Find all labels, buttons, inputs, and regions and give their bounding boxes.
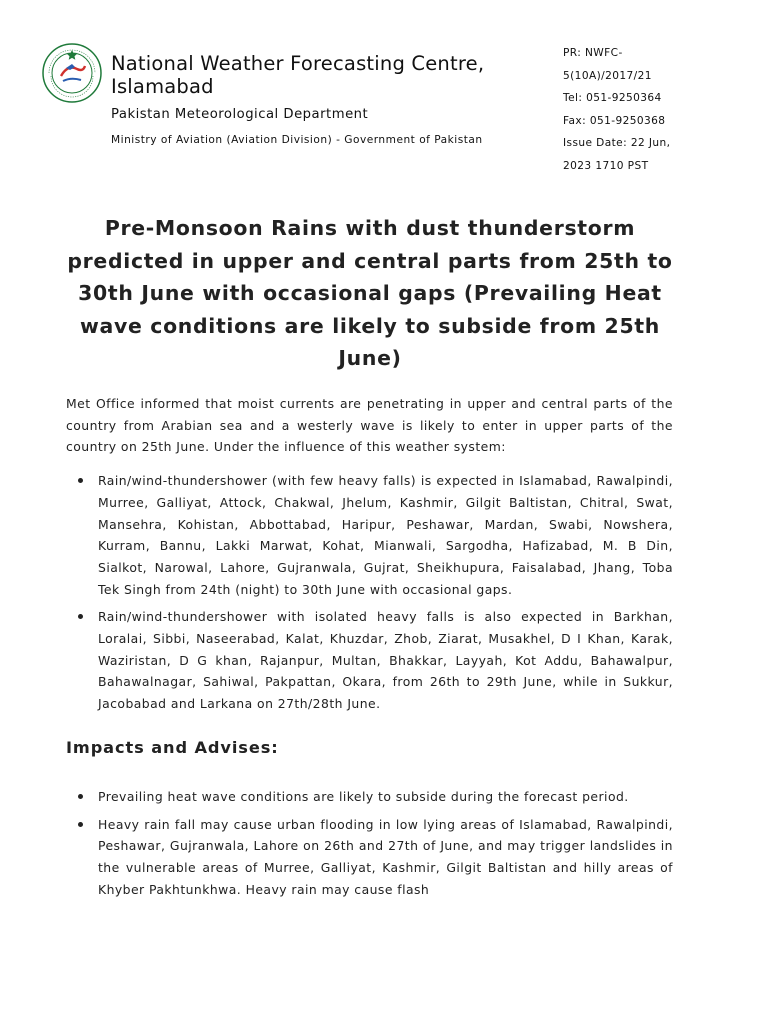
intro-paragraph: Met Office informed that moist currents are penetrating in upper and central parts of the country from Arabian sea and a westerly wave is likely to enter in upper parts of the country on 25th June. Under the influence of this weather system: xyxy=(66,396,673,455)
pr-number-line2: 5(10A)/2017/21 xyxy=(563,69,652,82)
forecast-item: Rain/wind-thundershower (with few heavy falls) is expected in Islamabad, Rawalpindi, Murree, Galliyat, Attock, Chakwal, Jhelum, Kashmir, Gilgit Baltistan, Chitral, Swat, Mansehra, Kohistan, Abbottabad, Haripur, Peshawar, Mardan, Swabi, Nowshera, Kurram, Bannu, Lakki Marwat, Kohat, Mianwali, Sargodha, Hafizabad, M. B Din, Sialkot, Narowal, Lahore, Gujranwala, Gujrat, Sheikhupura, Faisalabad, Jhang, Toba Tek Singh from 24th (night) to 30th June with occasional gaps. xyxy=(98,470,673,600)
ministry-name: Ministry of Aviation (Aviation Division) - Government of Pakistan xyxy=(111,134,483,146)
impacts-list xyxy=(66,786,673,901)
impact-item: Heavy rain fall may cause urban flooding in low lying areas of Islamabad, Rawalpindi, Peshawar, Gujranwala, Lahore on 26th and 27th of June, and may trigger landslides in the vulnerable areas of Murree, Galliyat, Kashmir, Gilgit Baltistan and hilly areas of Khyber Pakhtunkhwa. Heavy rain may cause flash xyxy=(98,814,673,901)
forecast-item: Rain/wind-thundershower with isolated heavy falls is also expected in Barkhan, Loralai, Sibbi, Naseerabad, Kalat, Khuzdar, Zhob, Ziarat, Musakhel, D I Khan, Karak, Waziristan, D G khan, Rajanpur, Multan, Bhakkar, Layyah, Kot Addu, Bahawalpur, Bahawalnagar, Sahiwal, Pakpattan, Okara, from 26th to 29th June, while in Sukkur, Jacobabad and Larkana on 27th/28th June. xyxy=(98,606,673,715)
issue-date-line2: 2023 1710 PST xyxy=(563,159,649,172)
pr-number-line1: PR: NWFC- xyxy=(563,47,623,59)
organization-header xyxy=(111,52,551,147)
forecast-list xyxy=(66,470,673,715)
document-body xyxy=(66,393,673,906)
press-release-meta xyxy=(563,42,713,177)
fax: Fax: 051-9250368 xyxy=(563,114,666,127)
telephone: Tel: 051-9250364 xyxy=(563,92,662,104)
organization-title: National Weather Forecasting Centre, Islamabad xyxy=(111,52,485,98)
document-title: Pre-Monsoon Rains with dust thunderstorm predicted in upper and central parts from 25th to 30th June with occasional gaps (Prevailing Heat wave conditions are likely to subside from 25th June) xyxy=(67,216,673,371)
impact-item: Prevailing heat wave conditions are likely to subside during the forecast period. xyxy=(98,786,673,808)
pmd-emblem-logo xyxy=(41,42,103,104)
department-name: Pakistan Meteorological Department xyxy=(111,107,369,122)
impacts-heading: Impacts and Advises: xyxy=(66,737,279,757)
issue-date-line1: Issue Date: 22 Jun, xyxy=(563,137,671,149)
